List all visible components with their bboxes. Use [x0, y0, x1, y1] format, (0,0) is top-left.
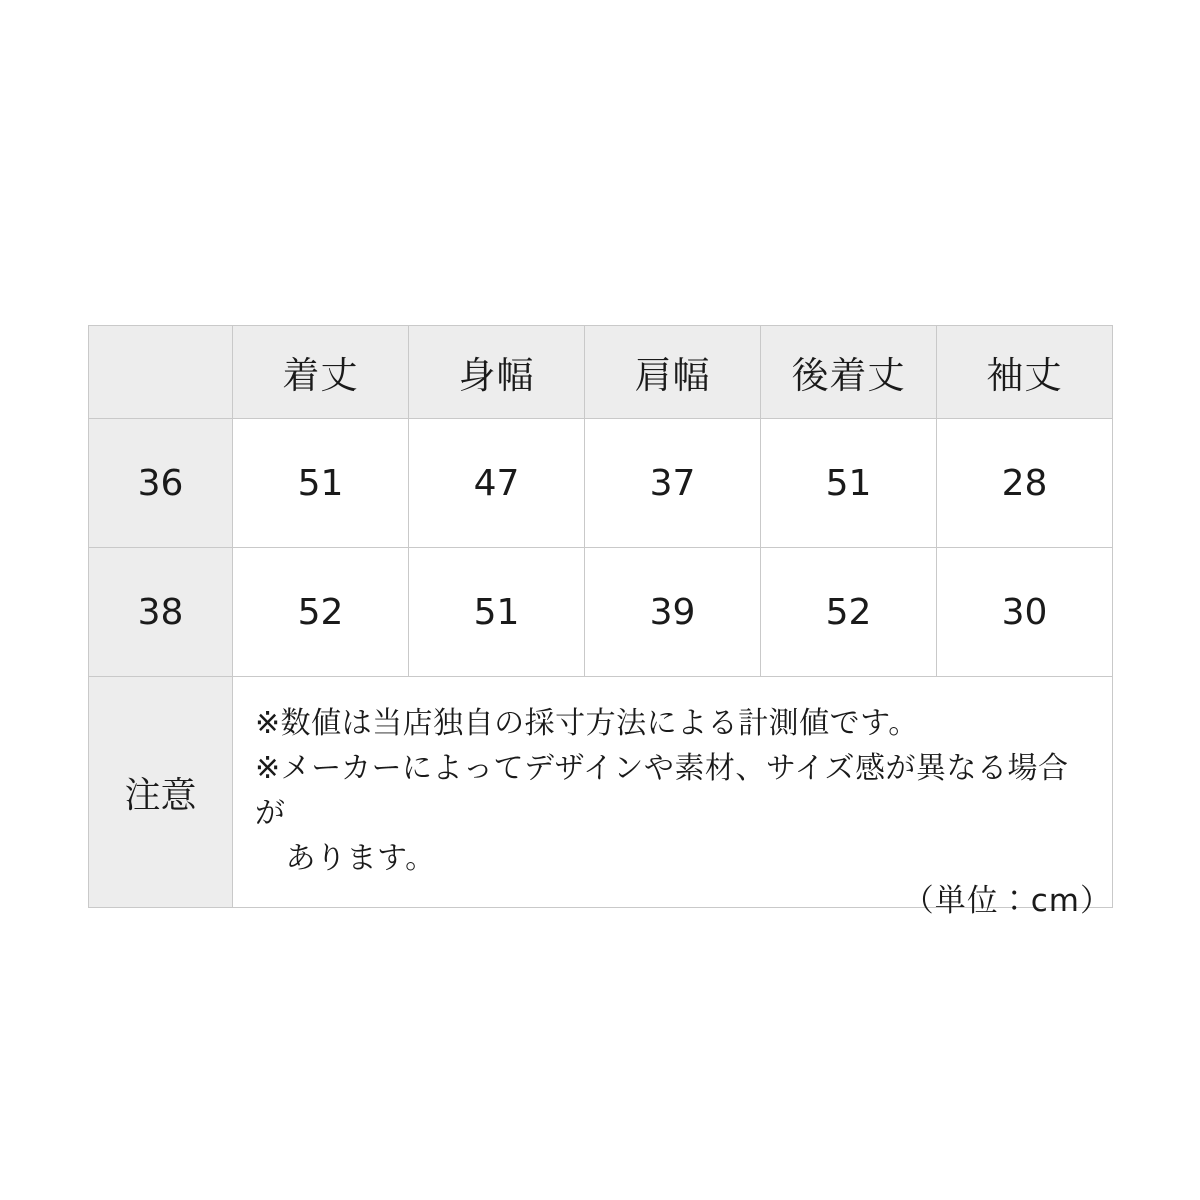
- note-cell: [233, 677, 1113, 908]
- cell-38-ushirokitake: 52: [761, 548, 937, 677]
- note-line-3: あります。: [255, 841, 436, 876]
- note-line-2: ※メーカーによってデザインや素材、サイズ感が異なる場合が: [255, 751, 1069, 831]
- size-chart: [88, 325, 1112, 908]
- table-note-row: [89, 677, 1113, 908]
- cell-38-katahaba: 39: [585, 548, 761, 677]
- cell-36-mihaba: 47: [409, 419, 585, 548]
- cell-38-kitake: 52: [233, 548, 409, 677]
- cell-36-katahaba: 37: [585, 419, 761, 548]
- cell-36-ushirokitake: 51: [761, 419, 937, 548]
- table-row: [89, 419, 1113, 548]
- table-corner-cell: [89, 326, 233, 419]
- row-header-size-38: 38: [89, 548, 233, 677]
- unit-caption: （単位：cm）: [902, 883, 1112, 919]
- cell-38-mihaba: 51: [409, 548, 585, 677]
- column-header-katahaba: 肩幅: [585, 326, 761, 419]
- size-table: [88, 325, 1113, 908]
- column-header-mihaba: 身幅: [409, 326, 585, 419]
- table-row: [89, 548, 1113, 677]
- column-header-kitake: 着丈: [233, 326, 409, 419]
- note-line-1: ※数値は当店独自の採寸方法による計測値です。: [255, 706, 919, 741]
- table-header-row: [89, 326, 1113, 419]
- cell-36-kitake: 51: [233, 419, 409, 548]
- column-header-sodetake: 袖丈: [937, 326, 1113, 419]
- row-header-note: 注意: [89, 677, 233, 908]
- row-header-size-36: 36: [89, 419, 233, 548]
- cell-36-sodetake: 28: [937, 419, 1113, 548]
- cell-38-sodetake: 30: [937, 548, 1113, 677]
- column-header-ushirokitake: 後着丈: [761, 326, 937, 419]
